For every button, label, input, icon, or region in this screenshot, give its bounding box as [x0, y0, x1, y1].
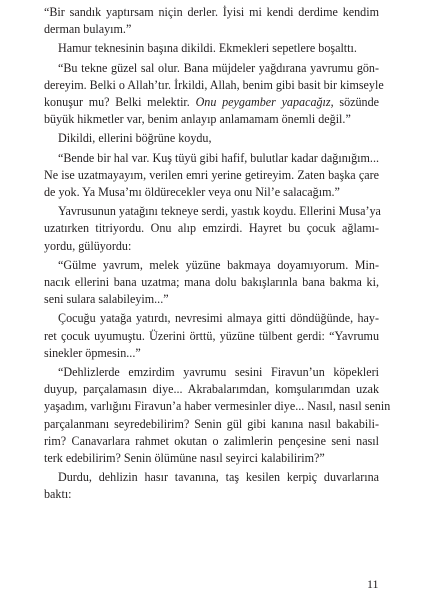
text-segment: konuşur mu? Belki melektir.: [44, 95, 190, 110]
text-line: “Bende bir hal var. Kuş tüyü gibi hafif, bulutlar kadar dağınığım...: [58, 150, 379, 165]
text-line: dereyim. Belki o Allah’tır. İrkildi, Allah, benim gibi basit bir kimseyle: [44, 77, 384, 92]
page-number: 11: [367, 577, 379, 591]
text-line: duyup, parçalamasın diye... Akrabalarımdan, komşularımdan uzak: [44, 382, 379, 397]
body-text: [44, 4, 391, 506]
text-line: “Bu tekne güzel sal olur. Bana müjdeler yağdırana yavrumu gön-: [58, 60, 379, 75]
text-line: Ne ise uzatmayayım, verilen emri yerine getireyim. Zaten başka çare: [44, 167, 379, 182]
paragraph: [44, 4, 379, 38]
italic-quote: Onu peygamber yapacağız,: [195, 95, 334, 110]
paragraph: [44, 310, 379, 362]
text-line: Yavrusunun yatağını tekneye serdi, yastık koydu. Ellerini Musa’ya: [58, 204, 381, 219]
text-line: Dikildi, ellerini böğrüne koydu,: [58, 131, 212, 146]
text-line: nacık ellerini bana uzatma; mana dolu bakışlarınla bana bakma ki,: [44, 275, 379, 290]
paragraph: [44, 364, 391, 467]
text-line: terk edebilirim? Senin ölümüne nasıl seyirci kalabilirim?”: [44, 451, 325, 466]
text-line: yordu, gülüyordu:: [44, 238, 132, 253]
paragraph: [44, 60, 384, 129]
text-line: uzatırken titriyordu. Onu alıp emzirdi. Hayret bu çocuk ağlamı-: [44, 221, 379, 236]
paragraph: [44, 40, 379, 57]
paragraph: [44, 469, 379, 503]
text-line: “Bir sandık yaptırsam niçin derler. İyisi mi kendi derdime kendim: [44, 5, 379, 19]
text-line: “Gülme yavrum, melek yüzüne bakmaya doyamıyorum. Min-: [58, 257, 379, 272]
text-line: büyük hikmetler var, benim anlayıp anlamamam önemli değil.”: [44, 112, 351, 127]
paragraph: [44, 130, 379, 147]
text-line: Hamur teknesinin başına dikildi. Ekmekleri sepetlere boşalttı.: [58, 41, 357, 56]
text-line: ret çocuk uyumuştu. Üzerini örttü, yüzüne tülbent gerdi: “Yavrumu: [44, 328, 379, 343]
text-line: rim? Canavarlara rahmet okutan o zalimlerin pençesine seni nasıl: [44, 433, 379, 448]
text-line: [44, 94, 379, 111]
text-line: seni sulara salabileyim...”: [44, 292, 169, 307]
text-line: “Dehlizlerde emzirdim yavrumu sesini Firavun’un köpekleri: [58, 365, 379, 380]
text-line: Çocuğu yatağa yatırdı, nevresimi almaya gitti döndüğünde, hay-: [58, 311, 379, 326]
text-line: baktı:: [44, 487, 72, 502]
paragraph: [44, 150, 379, 202]
paragraph: [44, 203, 379, 255]
text-line: derman bulayım.”: [44, 22, 132, 37]
text-line: de yok. Ya Musa’mı öldürecekler veya onu Nil’e salacağım.”: [44, 185, 340, 200]
text-segment: sözünde: [339, 95, 380, 110]
paragraph: [44, 257, 379, 309]
text-line: sinekler öpmesin...”: [44, 345, 141, 360]
text-line: Durdu, dehlizin hasır tavanına, taş kesilen kerpiç duvarlarına: [58, 470, 379, 485]
text-line: parçalanmanı seyredebilirim? Senin gül gibi kanına nasıl bakabili-: [44, 416, 379, 431]
text-line: yaşadım, varlığını Firavun’a haber vermesinler diye... Nasıl, nasıl senin: [44, 399, 391, 414]
